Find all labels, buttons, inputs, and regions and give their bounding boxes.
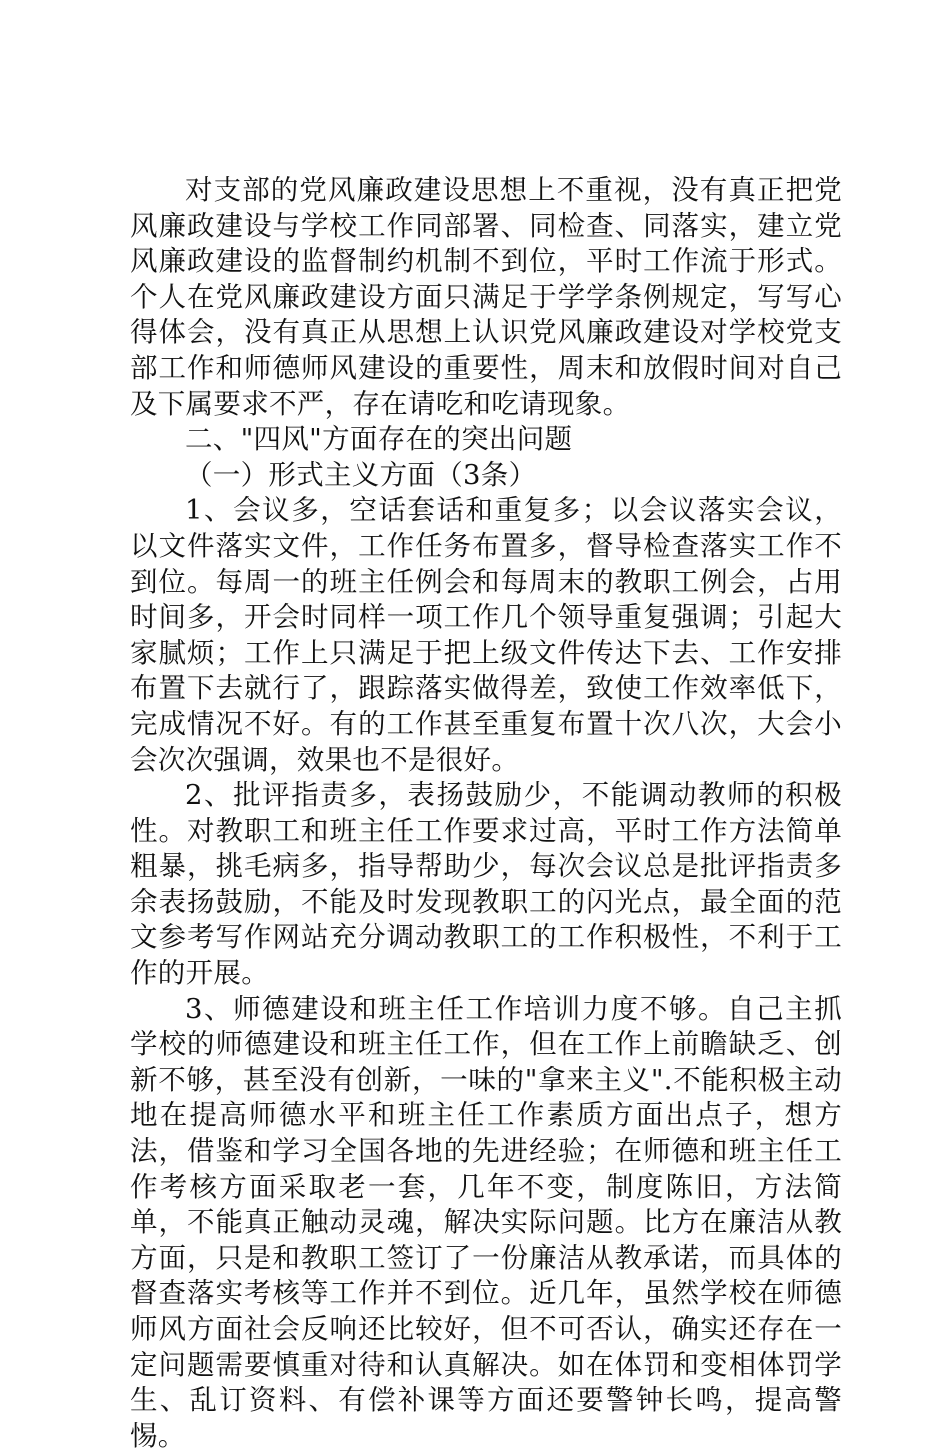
- document-body: [130, 173, 842, 1454]
- subsection-heading-formalism: （一）形式主义方面（3条）: [185, 458, 537, 491]
- paragraph-item-1-meetings: 1、会议多，空话套话和重复多；以会议落实会议，以文件落实文件，工作任务布置多，督导检查落实工作不到位。每周一的班主任例会和每周末的教职工例会，占用时间多，开会时同样一项工作几个领导重复强调；引起大家腻烦；工作上只满足于把上级文件传达下去、工作安排布置下去就行了，跟踪落实做得差，致使工作效率低下，完成情况不好。有的工作甚至重复布置十次八次，大会小会次次强调，效果也不是很好。: [130, 494, 842, 776]
- paragraph-item-3-teacher-ethics: 3、师德建设和班主任工作培训力度不够。自己主抓学校的师德建设和班主任工作，但在工作上前瞻缺乏、创新不够，甚至没有创新，一味的"拿来主义".不能积极主动地在提高师德水平和班主任工作素质方面出点子，想方法，借鉴和学习全国各地的先进经验；在师德和班主任工作考核方面采取老一套，几年不变，制度陈旧，方法简单，不能真正触动灵魂，解决实际问题。比方在廉洁从教方面，只是和教职工签订了一份廉洁从教承诺，而具体的督查落实考核等工作并不到位。近几年，虽然学校在师德师风方面社会反响还比较好，但不可否认，确实还存在一定问题需要慎重对待和认真解决。如在体罚和变相体罚学生、乱订资料、有偿补课等方面还要警钟长鸣，提高警惕。: [130, 992, 842, 1452]
- paragraph-item-2-criticism: 2、批评指责多，表扬鼓励少，不能调动教师的积极性。对教职工和班主任工作要求过高，平时工作方法简单粗暴，挑毛病多，指导帮助少，每次会议总是批评指责多余表扬鼓励，不能及时发现教职工的闪光点，最全面的范文参考写作网站充分调动教职工的工作积极性，不利于工作的开展。: [130, 779, 842, 990]
- paragraph-party-style-construction: 对支部的党风廉政建设思想上不重视，没有真正把党风廉政建设与学校工作同部署、同检查、同落实，建立党风廉政建设的监督制约机制不到位，平时工作流于形式。个人在党风廉政建设方面只满足于学学条例规定，写写心得体会，没有真正从思想上认识党风廉政建设对学校党支部工作和师德师风建设的重要性，周末和放假时间对自己及下属要求不严，存在请吃和吃请现象。: [130, 174, 842, 420]
- section-heading-four-styles: 二、"四风"方面存在的突出问题: [185, 423, 573, 456]
